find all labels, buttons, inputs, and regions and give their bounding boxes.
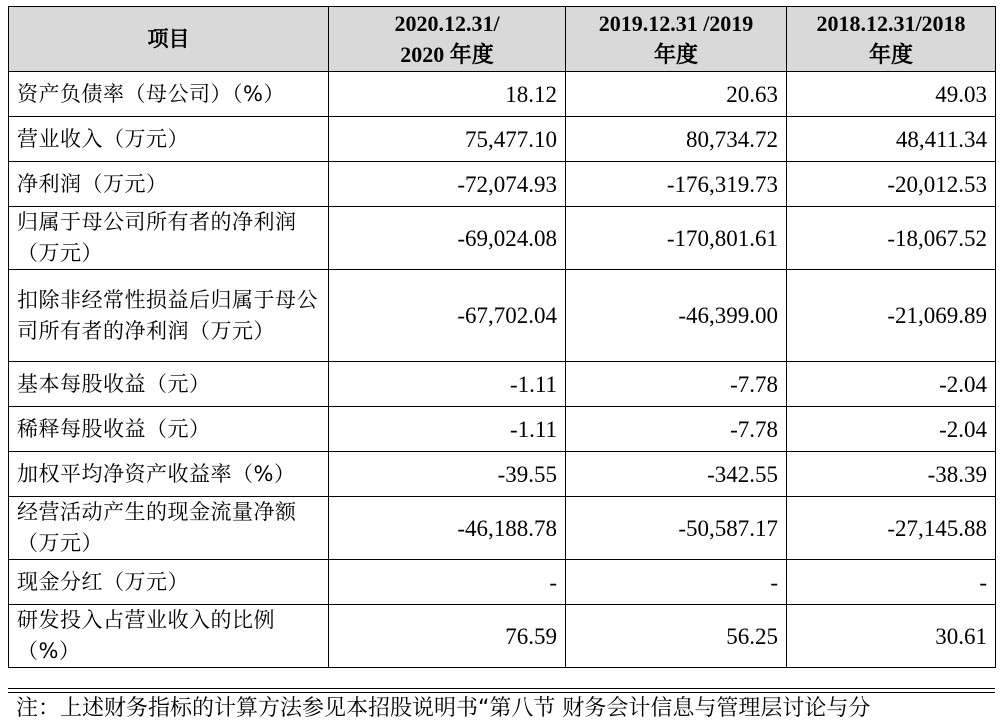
cell-2018: -20,012.53 (787, 162, 996, 207)
cell-2019: 56.25 (566, 605, 787, 668)
row-label: 加权平均净资产收益率（%） (9, 452, 329, 497)
header-2018 (787, 7, 996, 72)
cell-2018: - (787, 560, 996, 605)
row-label: 扣除非经常性损益后归属于母公司所有者的净利润（万元） (9, 270, 329, 362)
cell-2018: -27,145.88 (787, 497, 996, 560)
financial-indicators-table (8, 6, 996, 668)
table-header-row (9, 7, 996, 72)
header-2019-line2: 年度 (653, 42, 698, 67)
header-2018-line2: 年度 (868, 42, 913, 67)
row-label: 营业收入（万元） (9, 117, 329, 162)
cell-2019: -7.78 (566, 362, 787, 407)
cell-2019: -176,319.73 (566, 162, 787, 207)
footnote (16, 693, 996, 721)
cell-2019: -170,801.61 (566, 207, 787, 270)
cell-2020: 75,477.10 (329, 117, 566, 162)
row-label: 现金分红（万元） (9, 560, 329, 605)
row-label: 归属于母公司所有者的净利润（万元） (9, 207, 329, 270)
cell-2020: -39.55 (329, 452, 566, 497)
cell-2018: -38.39 (787, 452, 996, 497)
table-row (9, 452, 996, 497)
header-2018-line1: 2018.12.31/2018 (816, 11, 966, 36)
cell-2020: - (329, 560, 566, 605)
cell-2020: 18.12 (329, 72, 566, 117)
cell-2019: -50,587.17 (566, 497, 787, 560)
cell-2019: -46,399.00 (566, 270, 787, 362)
header-2020-line1: 2020.12.31/ (394, 11, 500, 36)
cell-2020: -69,024.08 (329, 207, 566, 270)
cell-2019: 20.63 (566, 72, 787, 117)
cell-2018: -2.04 (787, 362, 996, 407)
row-label: 稀释每股收益（元） (9, 407, 329, 452)
cell-2018: -2.04 (787, 407, 996, 452)
cell-2020: -1.11 (329, 362, 566, 407)
header-2020-line2: 2020 年度 (400, 42, 494, 67)
header-item: 项目 (9, 7, 329, 72)
row-label: 资产负债率（母公司）（%） (9, 72, 329, 117)
cell-2020: -46,188.78 (329, 497, 566, 560)
cell-2020: 76.59 (329, 605, 566, 668)
header-2019 (566, 7, 787, 72)
cell-2018: 48,411.34 (787, 117, 996, 162)
table-row (9, 407, 996, 452)
cell-2018: -21,069.89 (787, 270, 996, 362)
row-label: 经营活动产生的现金流量净额（万元） (9, 497, 329, 560)
header-2019-line1: 2019.12.31 /2019 (598, 11, 754, 36)
row-label: 净利润（万元） (9, 162, 329, 207)
header-2020 (329, 7, 566, 72)
table-row (9, 362, 996, 407)
cell-2020: -1.11 (329, 407, 566, 452)
cell-2019: 80,734.72 (566, 117, 787, 162)
table-row (9, 72, 996, 117)
cell-2019: -342.55 (566, 452, 787, 497)
table-row (9, 207, 996, 270)
table-row (9, 117, 996, 162)
table-row (9, 605, 996, 668)
row-label: 基本每股收益（元） (9, 362, 329, 407)
table-row (9, 270, 996, 362)
footnote-text: 注：上述财务指标的计算方法参见本招股说明书“第八节 财务会计信息与管理层讨论与分 (16, 696, 871, 721)
cell-2018: -18,067.52 (787, 207, 996, 270)
cell-2020: -67,702.04 (329, 270, 566, 362)
table-row (9, 560, 996, 605)
cell-2018: 49.03 (787, 72, 996, 117)
table-row (9, 162, 996, 207)
cell-2019: -7.78 (566, 407, 787, 452)
row-label: 研发投入占营业收入的比例（%） (9, 605, 329, 668)
cell-2019: - (566, 560, 787, 605)
cell-2018: 30.61 (787, 605, 996, 668)
table-row (9, 497, 996, 560)
cell-2020: -72,074.93 (329, 162, 566, 207)
